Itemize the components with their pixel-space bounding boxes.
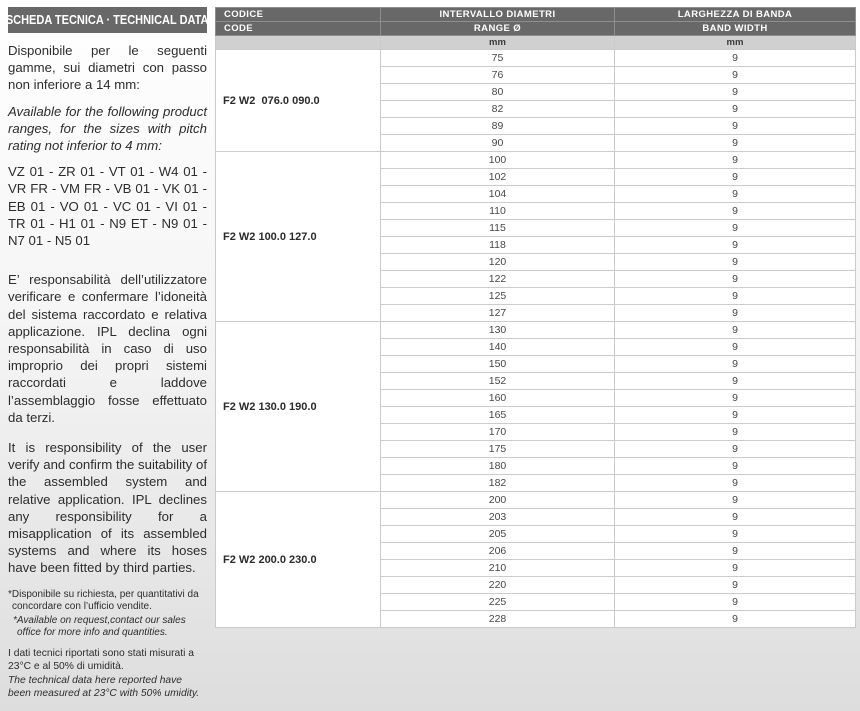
band-width-cell: 9 [615,441,856,458]
header-codice: CODICE [216,8,381,22]
code-cell: F2 W2 100.0 127.0 [216,152,381,322]
table-row [216,50,856,67]
band-width-cell: 9 [615,203,856,220]
sidebar-paragraphs [8,42,207,586]
diameter-cell: 140 [381,339,615,356]
diameter-cell: 175 [381,441,615,458]
diameter-cell: 115 [381,220,615,237]
diameter-cell: 225 [381,594,615,611]
diameter-cell: 228 [381,611,615,628]
band-width-cell: 9 [615,271,856,288]
header-code: CODE [216,22,381,36]
table-row [216,492,856,509]
band-width-cell: 9 [615,407,856,424]
band-width-cell: 9 [615,560,856,577]
sidebar-footnotes [8,589,207,707]
band-width-cell: 9 [615,526,856,543]
diameter-cell: 102 [381,169,615,186]
table-row [216,322,856,339]
diameter-cell: 89 [381,118,615,135]
diameter-cell: 150 [381,356,615,373]
header-row-italian [216,8,856,22]
diameter-cell: 104 [381,186,615,203]
band-width-cell: 9 [615,322,856,339]
sidebar [8,7,207,707]
diameter-cell: 160 [381,390,615,407]
diameter-cell: 210 [381,560,615,577]
diameter-cell: 122 [381,271,615,288]
diameter-cell: 180 [381,458,615,475]
diameter-cell: 82 [381,101,615,118]
header-row-english [216,22,856,36]
header-larghezza-di-banda: LARGHEZZA DI BANDA [615,8,856,22]
band-width-cell: 9 [615,50,856,67]
technical-data-table [215,7,856,628]
sidebar-paragraph: Available for the following product ranges, for the sizes with pitch rating not inferior to 4 mm: [8,103,207,154]
band-width-cell: 9 [615,390,856,407]
footnote: The technical data here reported have been measured at 23°C with 50% umidity. [8,675,200,699]
band-width-cell: 9 [615,339,856,356]
band-width-cell: 9 [615,458,856,475]
unit-code-empty [216,36,381,50]
code-cell: F2 W2 076.0 090.0 [216,50,381,152]
diameter-cell: 206 [381,543,615,560]
diameter-cell: 100 [381,152,615,169]
band-width-cell: 9 [615,509,856,526]
unit-range-mm: mm [381,36,615,50]
band-width-cell: 9 [615,305,856,322]
diameter-cell: 80 [381,84,615,101]
code-cell: F2 W2 200.0 230.0 [216,492,381,628]
code-cell: F2 W2 130.0 190.0 [216,322,381,492]
diameter-cell: 75 [381,50,615,67]
band-width-cell: 9 [615,254,856,271]
diameter-cell: 130 [381,322,615,339]
band-width-cell: 9 [615,220,856,237]
band-width-cell: 9 [615,152,856,169]
diameter-cell: 200 [381,492,615,509]
header-band-width: BAND WIDTH [615,22,856,36]
technical-table-wrap [215,7,855,628]
band-width-cell: 9 [615,577,856,594]
diameter-cell: 152 [381,373,615,390]
band-width-cell: 9 [615,67,856,84]
footnote: *Disponibile su richiesta, per quantitativi da concordare con l’ufficio vendite. [8,589,199,612]
footnote: I dati tecnici riportati sono stati misurati a 23°C e al 50% di umidità. [8,648,194,672]
header-intervallo-diametri: INTERVALLO DIAMETRI [381,8,615,22]
footnote: *Available on request,contact our sales office for more info and quantities. [13,615,186,638]
diameter-cell: 76 [381,67,615,84]
diameter-cell: 170 [381,424,615,441]
band-width-cell: 9 [615,237,856,254]
diameter-cell: 220 [381,577,615,594]
sidebar-paragraph: E’ responsabilità dell’utilizzatore verificare e confermare l’idoneità del sistema raccordato e relativa applicazione. IPL declina ogni responsabilità in caso di uso improprio dei propri sistemi raccordati e laddove l’assemblaggio fosse effettuato da terzi. [8,272,207,425]
band-width-cell: 9 [615,492,856,509]
band-width-cell: 9 [615,356,856,373]
header-range: RANGE Ø [381,22,615,36]
band-width-cell: 9 [615,135,856,152]
band-width-cell: 9 [615,186,856,203]
band-width-cell: 9 [615,611,856,628]
unit-row [216,36,856,50]
sidebar-paragraph: VZ 01 - ZR 01 - VT 01 - W4 01 - VR FR - VM FR - VB 01 - VK 01 - EB 01 - VO 01 - VC 01 - VI 01 - TR 01 - H1 01 - N9 ET - N9 01 - N7 01 - N5 01 [8,164,207,249]
diameter-cell: 127 [381,305,615,322]
band-width-cell: 9 [615,594,856,611]
band-width-cell: 9 [615,84,856,101]
diameter-cell: 205 [381,526,615,543]
section-title: SCHEDA TECNICA · TECHNICAL DATA [6,13,209,27]
band-width-cell: 9 [615,288,856,305]
diameter-cell: 118 [381,237,615,254]
table-body [216,50,856,628]
diameter-cell: 120 [381,254,615,271]
band-width-cell: 9 [615,475,856,492]
band-width-cell: 9 [615,424,856,441]
band-width-cell: 9 [615,373,856,390]
band-width-cell: 9 [615,118,856,135]
diameter-cell: 182 [381,475,615,492]
sidebar-paragraph: It is responsibility of the user verify and confirm the suitability of the assembled system and relative application. IPL declines any responsibility for a misapplication of its assembled systems and where its hoses have been fitted by third parties. [8,440,207,576]
table-row [216,152,856,169]
diameter-cell: 203 [381,509,615,526]
band-width-cell: 9 [615,543,856,560]
band-width-cell: 9 [615,169,856,186]
sidebar-paragraph: Disponibile per le seguenti gamme, sui diametri con passo non inferiore a 14 mm: [8,43,207,93]
diameter-cell: 90 [381,135,615,152]
table-header [216,8,856,50]
diameter-cell: 125 [381,288,615,305]
section-title-bar [8,7,207,33]
diameter-cell: 110 [381,203,615,220]
band-width-cell: 9 [615,101,856,118]
diameter-cell: 165 [381,407,615,424]
unit-band-mm: mm [615,36,856,50]
